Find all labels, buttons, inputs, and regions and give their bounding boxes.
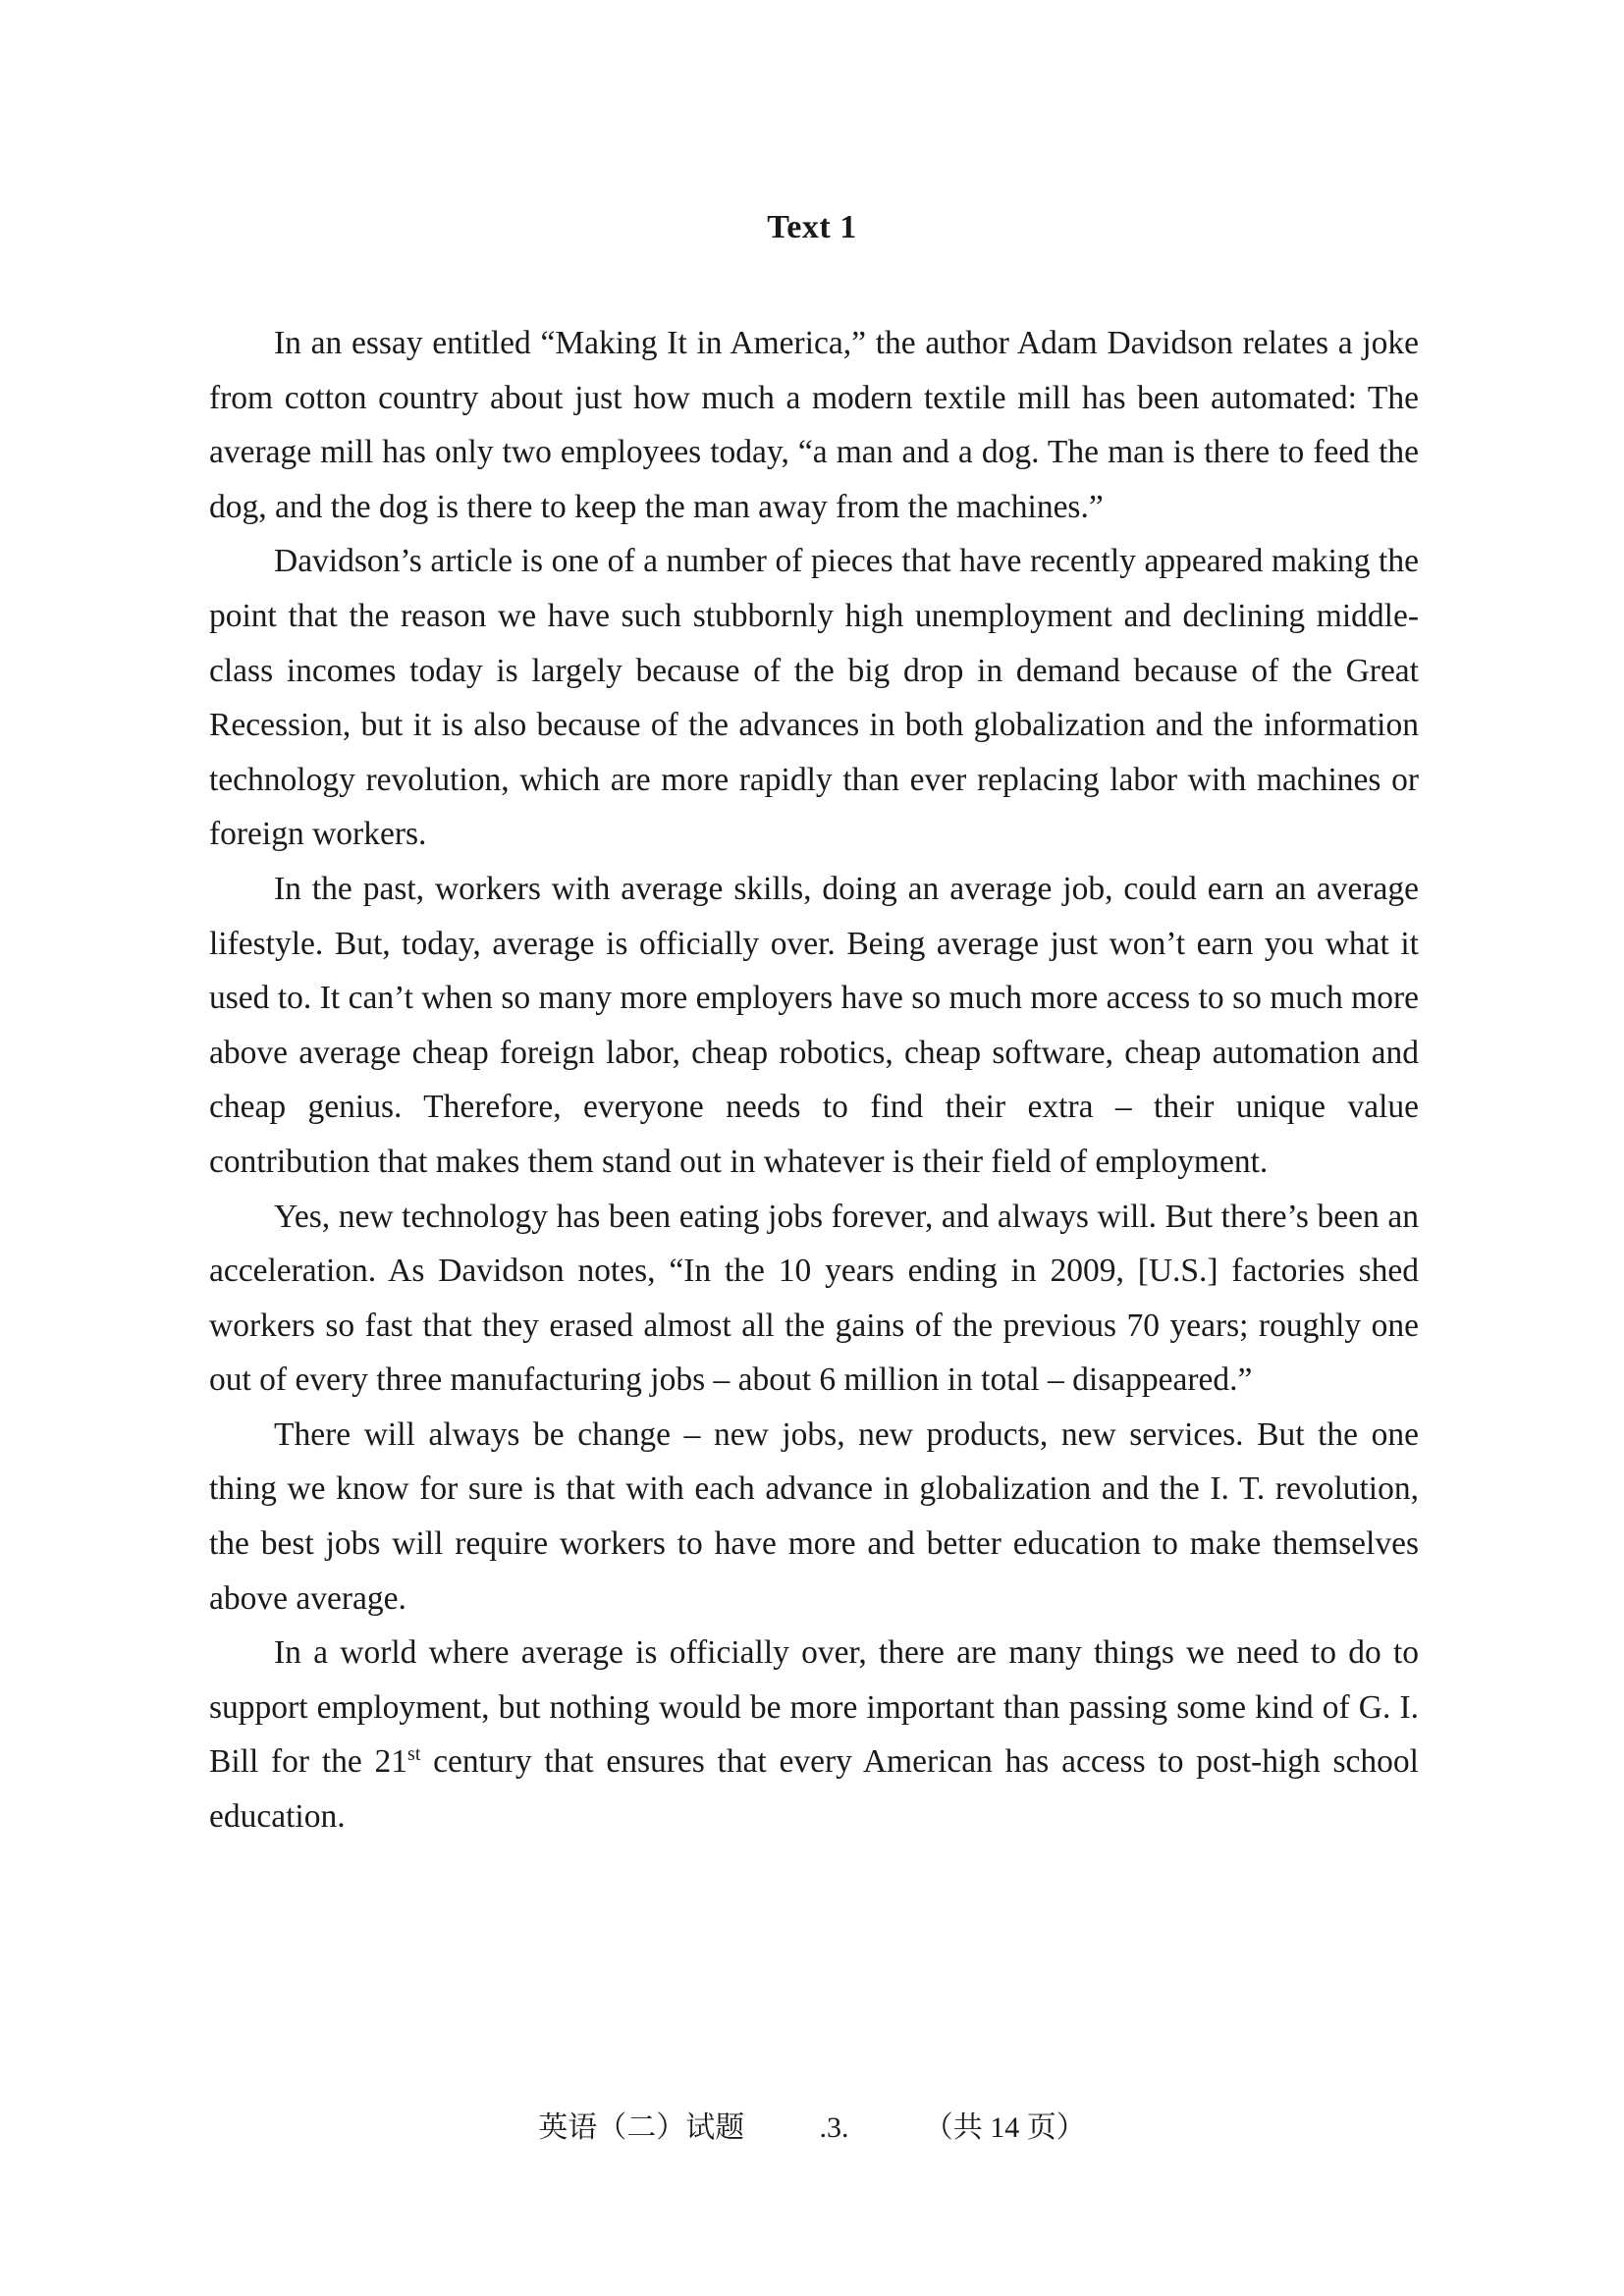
footer-total-pages: （共 14 页） — [923, 2111, 1086, 2144]
footer-subject: 英语（二）试题 — [538, 2111, 745, 2144]
paragraph-5: There will always be change – new jobs, new products, new services. But the one thing we know for sure is that with each advance in globalization and the I. T. revolution, the best jobs will require workers to have more and better education to make themselves above average. — [209, 1415, 1419, 1617]
ordinal-superscript: st — [407, 1743, 421, 1766]
page-footer — [0, 2109, 1624, 2148]
paragraph-2: Davidson’s article is one of a number of pieces that have recently appeared making the point that the reason we have such stubbornly high unemployment and declining middle-class incomes today is largely because of the big drop in demand because of the Great Recession, but it is also because of the advances in both globalization and the information technology revolution, which are more rapidly than ever replacing labor with machines or foreign workers. — [209, 543, 1419, 853]
paragraph-1: In an essay entitled “Making It in America,” the author Adam Davidson relates a joke from cotton country about just how much a modern textile mill has been automated: The average mill has only two employees today, “a man and a dog. The man is there to feed the dog, and the dog is there to keep the man away from the machines.” — [209, 325, 1419, 525]
paragraph-6-text-start: In a world where average is officially over, there are many things we need to do to support employment, but nothing would be more important than passing some kind of G. I. Bill for the 21 — [209, 1634, 1419, 1781]
footer-page-number: .3. — [819, 2111, 849, 2144]
section-title: Text 1 — [767, 209, 857, 245]
paragraph-3: In the past, workers with average skills, doing an average job, could earn an average lifestyle. But, today, average is officially over. Being average just won’t earn you what it used to. It can’t when so many more employers have so much more access to so much more above average cheap foreign labor, cheap robotics, cheap software, cheap automation and cheap genius. Therefore, everyone needs to find their extra – their unique value contribution that makes them stand out in whatever is their field of employment. — [209, 870, 1419, 1180]
paragraph-6 — [209, 1626, 1419, 1843]
paragraph-6-text-end: century that ensures that every American has access to post-high school education. — [209, 1743, 1419, 1836]
paragraph-4: Yes, new technology has been eating jobs forever, and always will. But there’s been an acceleration. As Davidson notes, “In the 10 years ending in 2009, [U.S.] factories shed workers so fast that they erased almost all the gains of the previous 70 years; roughly one out of every three manufacturing jobs – about 6 million in total – disappeared.” — [209, 1198, 1419, 1399]
passage-body — [209, 316, 1419, 1844]
